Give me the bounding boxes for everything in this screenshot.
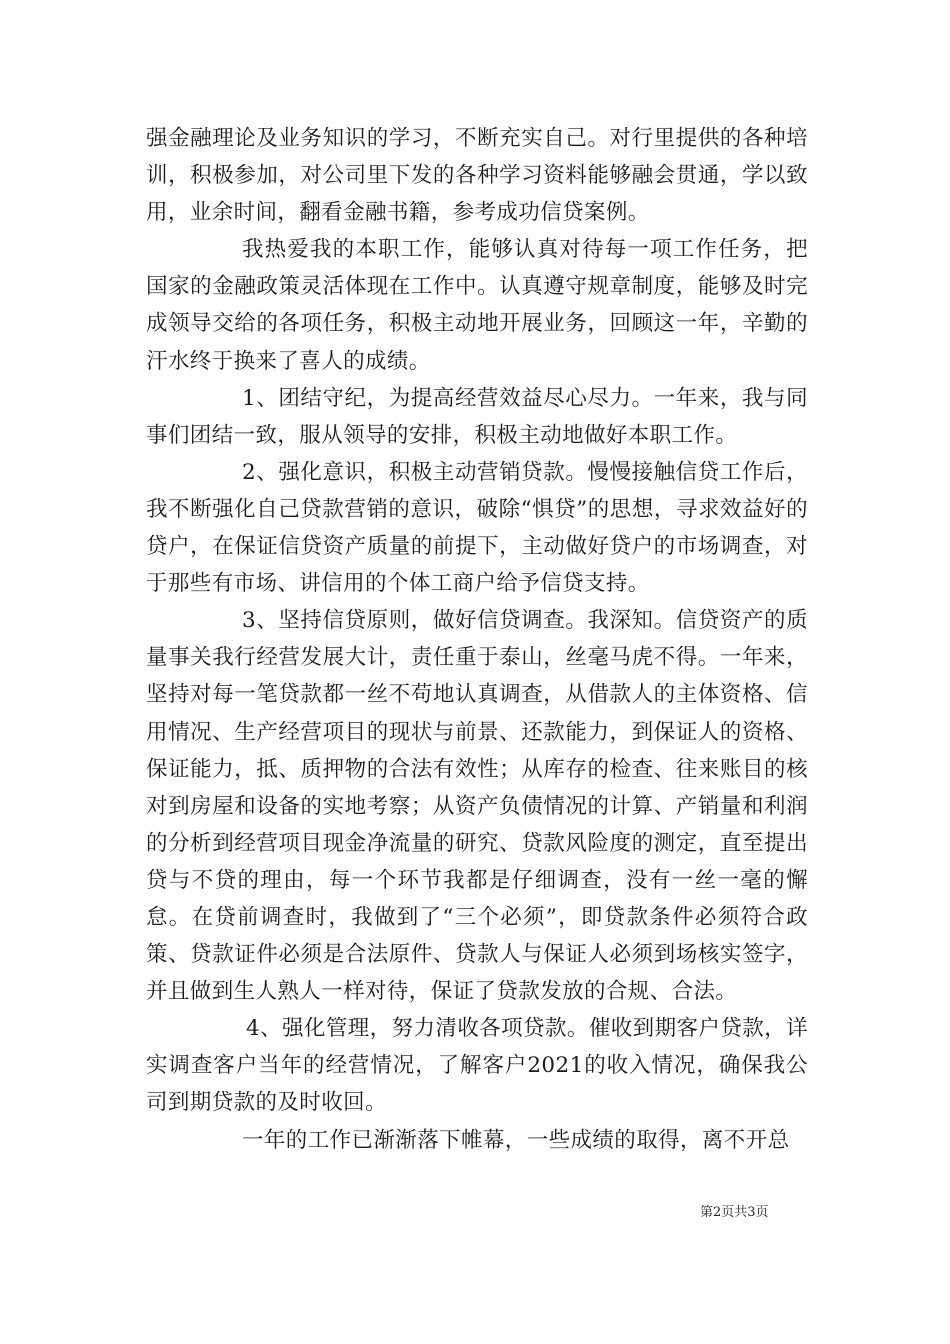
paragraph-closing: 一年的工作已渐渐落下帷幕，一些成绩的取得，离不开总	[242, 1127, 790, 1153]
paragraph-work-attitude: 我热爱我的本职工作，能够认真对待每一项工作任务，把国家的金融政策灵活体现在工作中。认真遵守规章制度，能够及时完成领导交给的各项任务，积极主动地开展业务，回顾这一年，辛勤的汗水终于换来了喜人的成绩。	[146, 237, 808, 374]
paragraph-item-4: 4、强化管理，努力清收各项贷款。催收到期客户贷款，详实调查客户当年的经营情况，了解客户2021的收入情况，确保我公司到期贷款的及时收回。	[146, 1016, 808, 1116]
document-body	[146, 120, 808, 1159]
page-number: 第2页共3页	[700, 1205, 769, 1220]
paragraph-continuation: 强金融理论及业务知识的学习，不断充实自己。对行里提供的各种培训，积极参加，对公司里下发的各种学习资料能够融会贯通，学以致用，业余时间，翻看金融书籍，参考成功信贷案例。	[146, 126, 808, 226]
paragraph-item-2: 2、强化意识，积极主动营销贷款。慢慢接触信贷工作后，我不断强化自己贷款营销的意识，破除“惧贷”的思想，寻求效益好的贷户，在保证信贷资产质量的前提下，主动做好贷户的市场调查，对于那些有市场、讲信用的个体工商户给予信贷支持。	[146, 459, 808, 597]
paragraph-item-3: 3、坚持信贷原则，做好信贷调查。我深知。信贷资产的质量事关我行经营发展大计，责任重于泰山，丝毫马虎不得。一年来，坚持对每一笔贷款都一丝不苟地认真调查，从借款人的主体资格、信用情况、生产经营项目的现状与前景、还款能力，到保证人的资格、保证能力，抵、质押物的合法有效性；从库存的检查、往来账目的核对到房屋和设备的实地考察；从资产负债情况的计算、产销量和利润的分析到经营项目现金净流量的研究、贷款风险度的测定，直至提出贷与不贷的理由，每一个环节我都是仔细调查，没有一丝一毫的懈怠。在贷前调查时，我做到了“三个必须”，即贷款条件必须符合政策、贷款证件必须是合法原件、贷款人与保证人必须到场核实签字，并且做到生人熟人一样对待，保证了贷款发放的合规、合法。	[146, 608, 808, 1005]
paragraph-item-1: 1、团结守纪，为提高经营效益尽心尽力。一年来，我与同事们团结一致，服从领导的安排，积极主动地做好本职工作。	[146, 385, 808, 448]
